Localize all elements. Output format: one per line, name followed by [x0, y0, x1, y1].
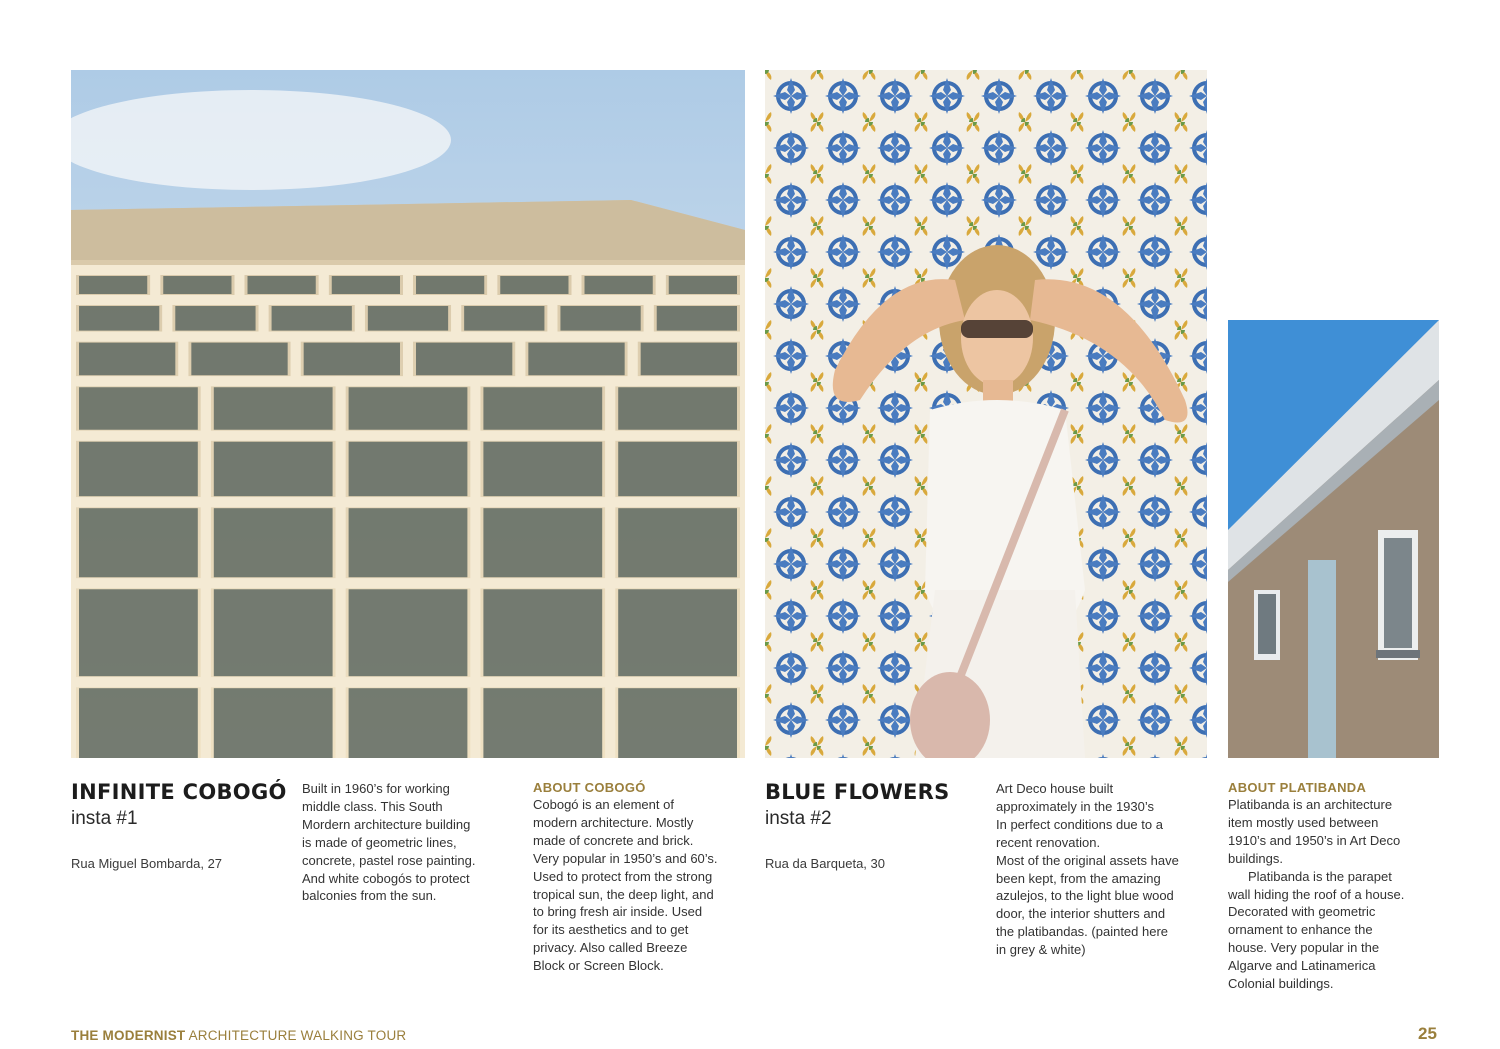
description-line: in grey & white): [996, 942, 1086, 958]
about-line: 1910’s and 1950’s in Art Deco: [1228, 832, 1401, 848]
description-line: recent renovation.: [996, 834, 1101, 850]
about-platibanda: [1228, 780, 1458, 993]
about-line: ornament to enhance the: [1228, 922, 1373, 938]
about-line: Platibanda is an architecture: [1228, 797, 1393, 812]
entry-description: [302, 780, 522, 905]
entry-infinite-cobogo: [71, 780, 291, 871]
description-line: In perfect conditions due to a: [996, 816, 1163, 832]
about-line: wall hiding the roof of a house.: [1228, 886, 1405, 902]
photo-blue-flowers: [765, 70, 1207, 758]
entry-description: [996, 780, 1218, 959]
about-line: Algarve and Latinamerica: [1228, 958, 1376, 974]
description-line: approximately in the 1930’s: [996, 798, 1155, 814]
footer-brand: THE MODERNIST: [71, 1028, 186, 1043]
about-line: to bring fresh air inside. Used: [533, 904, 703, 920]
about-line: Decorated with geometric: [1228, 904, 1376, 920]
description-line: door, the interior shutters and: [996, 906, 1166, 922]
cobogo-illustration: [71, 70, 745, 758]
about-line: item mostly used between: [1228, 814, 1379, 830]
page-number: 25: [1418, 1024, 1437, 1043]
description-line: Most of the original assets have: [996, 852, 1179, 868]
entry-address: Rua Miguel Bombarda, 27: [71, 856, 223, 871]
photo-infinite-cobogo: [71, 70, 745, 758]
about-line: Used to protect from the strong: [533, 868, 713, 884]
description-line: balconies from the sun.: [302, 888, 437, 904]
description-line: concrete, pastel rose painting.: [302, 852, 476, 868]
about-line: Block or Screen Block.: [533, 958, 664, 974]
about-line: tropical sun, the deep light, and: [533, 886, 714, 902]
description-line: Built in 1960’s for working: [302, 781, 450, 796]
about-line: Colonial buildings.: [1228, 976, 1334, 992]
about-line: privacy. Also called Breeze: [533, 940, 688, 956]
entry-title: BLUE FLOWERS: [765, 780, 950, 804]
entry-address: Rua da Barqueta, 30: [765, 856, 885, 871]
about-line: house. Very popular in the: [1228, 940, 1380, 956]
about-line: modern architecture. Mostly: [533, 814, 694, 830]
about-cobogo: [533, 780, 758, 975]
description-line: Mordern architecture building: [302, 816, 471, 832]
about-line: Platibanda is the parapet: [1248, 868, 1392, 884]
description-line: middle class. This South: [302, 798, 443, 814]
about-line: for its aesthetics and to get: [533, 922, 689, 938]
about-cobogo-heading: ABOUT COBOGÓ: [533, 780, 646, 795]
about-line: Cobogó is an element of: [533, 797, 674, 812]
about-line: made of concrete and brick.: [533, 832, 694, 848]
photo-platibanda-house: [1228, 320, 1439, 758]
description-line: the platibandas. (painted here: [996, 924, 1169, 940]
description-line: is made of geometric lines,: [302, 834, 457, 850]
footer-title: [71, 1028, 406, 1043]
about-line: Very popular in 1950’s and 60’s.: [533, 850, 718, 866]
description-line: And white cobogós to protect: [302, 870, 470, 886]
azulejo-illustration: [765, 70, 1207, 758]
description-line: been kept, from the amazing: [996, 870, 1161, 886]
entry-subtitle: insta #1: [71, 808, 138, 829]
footer-subtitle: ARCHITECTURE WALKING TOUR: [188, 1028, 407, 1043]
description-line: Art Deco house built: [996, 781, 1114, 796]
entry-subtitle: insta #2: [765, 808, 832, 829]
about-platibanda-heading: ABOUT PLATIBANDA: [1228, 780, 1367, 795]
entry-title: INFINITE COBOGÓ: [71, 780, 287, 804]
platibanda-illustration: [1228, 320, 1439, 758]
entry-blue-flowers: [765, 780, 985, 871]
description-line: azulejos, to the light blue wood: [996, 888, 1174, 904]
about-line: buildings.: [1228, 850, 1283, 866]
